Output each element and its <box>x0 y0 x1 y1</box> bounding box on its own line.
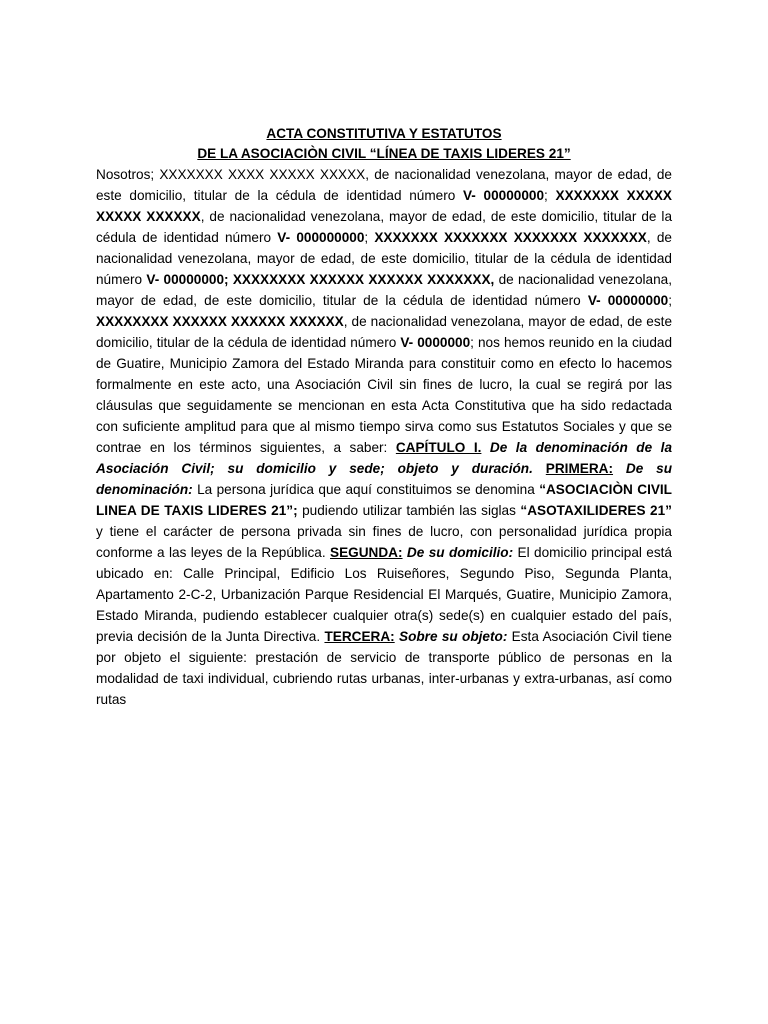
text-run: de nacionalidad venezolana, mayor de edad, de este domicilio, titular de la cédula de identidad número <box>96 272 672 308</box>
text-run: V- 00000000; XXXXXXXX XXXXXX XXXXXX XXXXXXX, <box>146 272 495 287</box>
text-run: XXXXXXX XXXXXXX XXXXXXX XXXXXXX <box>374 230 647 245</box>
text-run <box>533 461 546 476</box>
text-run: “ASOTAXILIDERES 21” <box>520 503 672 518</box>
text-run: , de nacionalidad venezolana, mayor de edad, de este domicilio, titular de la cédula de identidad número <box>96 209 672 245</box>
text-run: , de nacionalidad venezolana, mayor de edad, de este domicilio, titular de la cédula de identidad número <box>96 230 672 287</box>
text-run: ; nos hemos reunido en la ciudad de Guatire, Municipio Zamora del Estado Miranda para constituir como en efecto lo hacemos formalmente en este acto, una Asociación Civil sin fines de lucro, la cual se regirá por las cláusulas que seguidamente se mencionan en esta Acta Constitutiva que ha sido redactada con suficiente amplitud para que al mismo tiempo sirva como sus Estatutos Sociales y que se contrae en los términos siguientes, a saber: <box>96 335 673 455</box>
text-run: TERCERA: <box>324 629 395 644</box>
document-body <box>96 124 672 710</box>
text-run: ; <box>668 293 672 308</box>
text-run: Sobre su objeto: <box>394 629 508 644</box>
text-run: XXXXXXX XXXXX XXXXX XXXXXX <box>96 188 672 224</box>
text-run: ; <box>364 230 375 245</box>
text-run: Nosotros; XXXXXXX XXXX XXXXX XXXXX, de nacionalidad venezolana, mayor de edad, de este domicilio, titular de la cédula de identidad número <box>96 167 672 203</box>
text-run: La persona jurídica que aquí constituimos se denomina <box>192 482 540 497</box>
text-run: ; <box>544 188 556 203</box>
text-run: El domicilio principal está ubicado en: Calle Principal, Edificio Los Ruiseñores, Segundo Piso, Segunda Planta, Apartamento 2-C-2, Urbanización Parque Residencial El Marqués, Guatire, Municipio Zamora, Estado Miranda, pudiendo establecer cualquier otra(s) sede(s) en cualquier estado del país, previa decisión de la Junta Directiva. <box>96 545 672 644</box>
document-title-line-1: ACTA CONSTITUTIVA Y ESTATUTOS <box>266 126 502 141</box>
text-run: V- 0000000 <box>400 335 471 350</box>
document-paragraph <box>96 164 672 710</box>
text-run: “ASOCIACIÒN CIVIL LINEA DE TAXIS LIDERES 21”; <box>96 482 672 518</box>
text-run: De su denominación: <box>96 461 673 497</box>
text-run: V- 00000000 <box>587 293 669 308</box>
text-run: V- 000000000 <box>277 230 365 245</box>
text-run: CAPÍTULO I. <box>395 440 482 455</box>
text-run: y tiene el carácter de persona privada sin fines de lucro, con personalidad jurídica propia conforme a las leyes de la República. <box>96 524 672 560</box>
text-run: V- 00000000 <box>462 188 545 203</box>
text-run: XXXXXXXX XXXXXX XXXXXX XXXXXX <box>96 314 344 329</box>
text-run: SEGUNDA: <box>330 545 403 560</box>
text-run: Esta Asociación Civil tiene por objeto el siguiente: prestación de servicio de transporte público de personas en la modalidad de taxi individual, cubriendo rutas urbanas, inter-urbanas y extra-urbanas, así como rutas <box>96 629 672 707</box>
text-run: pudiendo utilizar también las siglas <box>297 503 521 518</box>
document-title-line-2: DE LA ASOCIACIÒN CIVIL “LÍNEA DE TAXIS LIDERES 21” <box>197 146 571 161</box>
text-run: , de nacionalidad venezolana, mayor de edad, de este domicilio, titular de la cédula de identidad número <box>96 314 673 350</box>
text-run: De su domicilio: <box>402 545 514 560</box>
text-run: De la denominación de la Asociación Civil; su domicilio y sede; objeto y duración. <box>96 440 673 476</box>
text-run: PRIMERA: <box>545 461 614 476</box>
